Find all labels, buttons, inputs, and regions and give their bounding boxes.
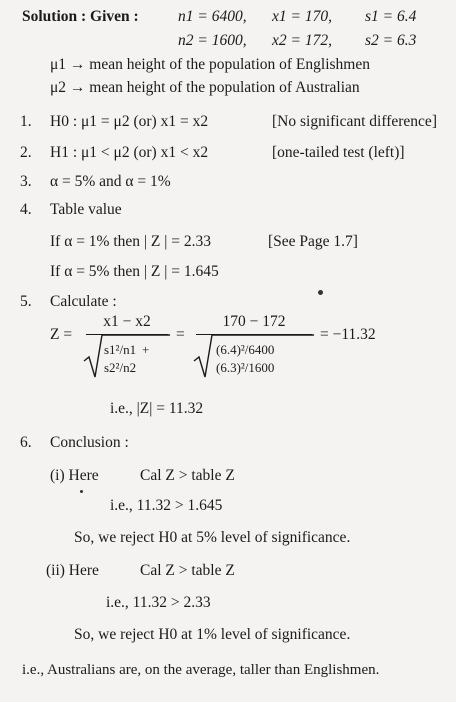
step-2-number: 2. (20, 144, 32, 161)
table-value-1pct: If α = 1% then | Z | = 2.33 (50, 233, 211, 250)
step-2-note: [one-tailed test (left)] (272, 144, 405, 161)
fraction-1-denominator-plus: + (142, 342, 150, 357)
fraction-2-denominator-b: (6.3)²/1600 (216, 360, 275, 375)
conclusion-2-decision: So, we reject H0 at 1% level of significance. (74, 626, 351, 643)
table-value-5pct: If α = 5% then | Z | = 1.645 (50, 263, 219, 280)
conclusion-2-values: i.e., 11.32 > 2.33 (106, 594, 211, 611)
fraction-1-denominator-b: s2²/n2 (104, 360, 137, 375)
step-3-number: 3. (20, 173, 32, 190)
def-mu2: μ2 → mean height of the population of Australian (50, 79, 360, 96)
equals-sign: = (176, 326, 185, 343)
table-value-note: [See Page 1.7] (268, 233, 358, 250)
solution-label: Solution : Given : (22, 8, 139, 25)
ink-dot (318, 290, 323, 295)
fraction-2-numerator: 170 − 172 (222, 313, 286, 330)
step-1-hypothesis: H0 : μ1 = μ2 (or) x1 = x2 (50, 113, 209, 130)
step-3-alpha: α = 5% and α = 1% (50, 173, 171, 190)
final-conclusion: i.e., Australians are, on the average, taller than Englishmen. (22, 662, 380, 678)
ink-dot (80, 490, 83, 493)
conclusion-2-comparison: Cal Z > table Z (140, 562, 235, 579)
step-4-number: 4. (20, 201, 32, 218)
step-5-number: 5. (20, 293, 32, 310)
conclusion-1-values: i.e., 11.32 > 1.645 (110, 497, 223, 514)
def-mu1: μ1 → mean height of the population of Englishmen (50, 56, 370, 73)
given-n1: n1 = 6400, (178, 8, 247, 25)
given-s1: s1 = 6.4 (365, 8, 417, 25)
conclusion-1-comparison: Cal Z > table Z (140, 467, 235, 484)
fraction-1-denominator-a: s1²/n1 (104, 342, 137, 357)
z-absolute-value: i.e., |Z| = 11.32 (110, 400, 204, 417)
fraction-2-denominator-a: (6.4)²/6400 (216, 342, 275, 357)
step-6-title: Conclusion : (50, 434, 129, 451)
step-1-number: 1. (20, 113, 32, 130)
given-x1: x1 = 170, (272, 8, 332, 25)
step-2-hypothesis: H1 : μ1 < μ2 (or) x1 < x2 (50, 144, 209, 161)
given-s2: s2 = 6.3 (365, 32, 417, 49)
step-1-note: [No significant difference] (272, 113, 437, 130)
z-label: Z = (50, 326, 73, 343)
conclusion-1-decision: So, we reject H0 at 5% level of significance. (74, 529, 351, 546)
fraction-1-numerator: x1 − x2 (103, 313, 151, 330)
formula-fraction-symbolic (86, 313, 168, 375)
formula-fraction-numeric (196, 313, 312, 375)
step-4-title: Table value (50, 201, 122, 218)
conclusion-2-label: (ii) Here (46, 562, 99, 579)
step-6-number: 6. (20, 434, 32, 451)
conclusion-1-label: (i) Here (50, 467, 99, 484)
given-n2: n2 = 1600, (178, 32, 247, 49)
step-5-title: Calculate : (50, 293, 117, 310)
z-result: = −11.32 (320, 326, 376, 343)
given-x2: x2 = 172, (272, 32, 332, 49)
